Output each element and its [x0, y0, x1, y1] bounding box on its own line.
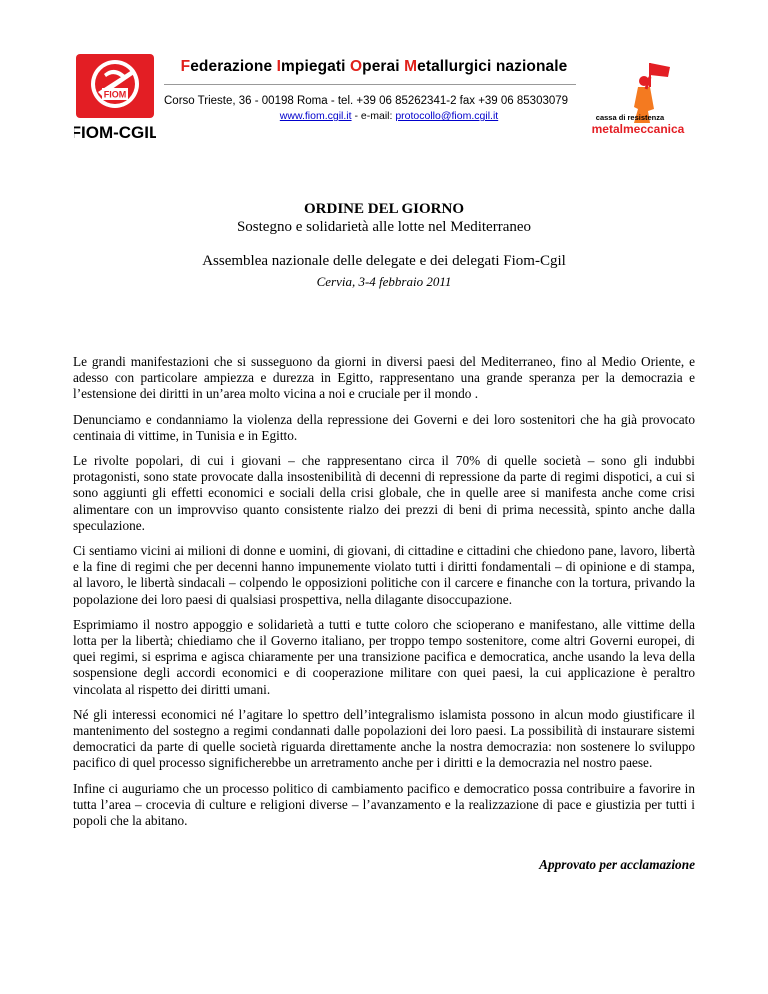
- cassa-bottom-text: metalmeccanica: [591, 122, 685, 136]
- fiom-cgil-logo-graphic: [74, 52, 156, 144]
- address-line: Corso Trieste, 36 - 00198 Roma - tel. +39 06 85262341-2 fax +39 06 85303079: [164, 95, 569, 107]
- org-name-initial-1: F: [180, 58, 191, 75]
- document-heading: ORDINE DEL GIORNO: [303, 201, 465, 217]
- org-name-word-1: ederazione: [190, 58, 277, 75]
- org-name-initial-4: M: [404, 58, 418, 75]
- approval-note: Approvato per acclamazione: [539, 857, 695, 872]
- header-divider: [164, 84, 576, 85]
- email-label: - e-mail:: [354, 110, 393, 122]
- cassa-di-resistenza-logo-graphic: [590, 57, 705, 145]
- fiom-cgil-wordmark: FIOM-CGIL: [74, 123, 156, 142]
- cassa-top-text: cassa di resistenza: [595, 113, 665, 122]
- place-date: Cervia, 3-4 febbraio 2011: [316, 274, 452, 289]
- contact-line: [194, 110, 584, 122]
- fiom-cgil-logo: [74, 52, 156, 144]
- body-paragraph: Esprimiamo il nostro appoggio e solidarietà a tutti e tutte coloro che scioperano e manifestano, alle vittime della lotta per la libertà; chiediamo che il Governo italiano, per troppo tempo sostenitore, come altri Governi europei, di quei regimi, si esprima e agisca chiaramente per una transizione pacifica e democratica, anche usando la leva della sospensione degli accordi economici e di cooperazione militare con quei paesi, la cui applicazione è peraltro vincolata al rispetto dei diritti umani.: [73, 616, 695, 697]
- document-title-block: [0, 200, 768, 290]
- document-body: [73, 354, 695, 838]
- org-name-initial-2: I: [276, 58, 281, 75]
- body-paragraph: Le rivolte popolari, di cui i giovani – che rappresentano circa il 70% di quelle società – sono gli indubbi protagonisti, sono state provocate dalla insostenibilità di decenni di repressione da parte di regimi dispotici, a cui si sono aggiunti gli effetti economici e sociali della crisi globale, che in quelle aree si manifesta anche come crisi alimentare con un improvviso quanto consistente rialzo dei prezzi di beni di prima necessità, spinto anche dalla speculazione.: [73, 453, 695, 533]
- cassa-di-resistenza-logo: [590, 57, 705, 145]
- body-paragraph: Denunciamo e condanniamo la violenza della repressione dei Governi e dei loro sostenitori che ha già provocato centinaia di vittime, in Tunisia e in Egitto.: [73, 411, 695, 443]
- letterhead: [164, 58, 584, 122]
- org-name-word-3: perai: [362, 58, 405, 75]
- assembly-name: Assemblea nazionale delle delegate e dei delegati Fiom-Cgil: [202, 253, 566, 269]
- body-paragraph: Né gli interessi economici né l’agitare lo spettro dell’integralismo islamista possono in alcun modo giustificare il mantenimento del sostegno a regimi condannati dalle popolazioni dei loro paesi. La possibilità di instaurare sistemi democratici da parte di quelle società riguarda direttamente anche la nostra democrazia: non sostenere lo sviluppo pacifico di quel processo significherebbe un arretramento anche per i diritti e la democrazia nel nostro paese.: [73, 706, 695, 771]
- body-paragraph: Le grandi manifestazioni che si susseguono da giorni in diversi paesi del Mediterraneo, fino al Medio Oriente, e adesso con particolare ampiezza e durezza in Egitto, rappresentano una grande speranza per la democrazia e l’estensione dei diritti in un’area molto vicina a noi e cruciale per il mondo .: [73, 354, 695, 402]
- org-name-initial-3: O: [349, 58, 363, 75]
- organization-name: [164, 58, 584, 76]
- org-name-word-2: mpiegati: [281, 58, 350, 75]
- body-paragraph: Ci sentiamo vicini ai milioni di donne e uomini, di giovani, di cittadine e cittadini che chiedono pane, lavoro, libertà e la fine di regimi che per decenni hanno impunemente violato tutti i diritti fondamentali – di opinione e di stampa, al lavoro, le libertà sindacali – colpendo le opposizioni politiche con il carcere e finanche con la tortura, privando la popolazione dei loro paesi di qualsiasi prospettiva, nella dilagante disoccupazione.: [73, 543, 695, 607]
- body-paragraph: Infine ci auguriamo che un processo politico di cambiamento pacifico e democratico possa contribuire a favorire in tutta l’area – crocevia di culture e religioni diverse – l’avanzamento e la realizzazione di pace e giustizia per tutti i popoli che la abitano.: [73, 780, 695, 829]
- org-name-word-4: etallurgici nazionale: [417, 58, 568, 75]
- website-link[interactable]: www.fiom.cgil.it: [279, 110, 352, 122]
- fiom-badge-text: FIOM: [103, 89, 127, 100]
- email-link[interactable]: protocollo@fiom.cgil.it: [395, 110, 499, 122]
- document-subheading: Sostegno e solidarietà alle lotte nel Mediterraneo: [236, 219, 532, 235]
